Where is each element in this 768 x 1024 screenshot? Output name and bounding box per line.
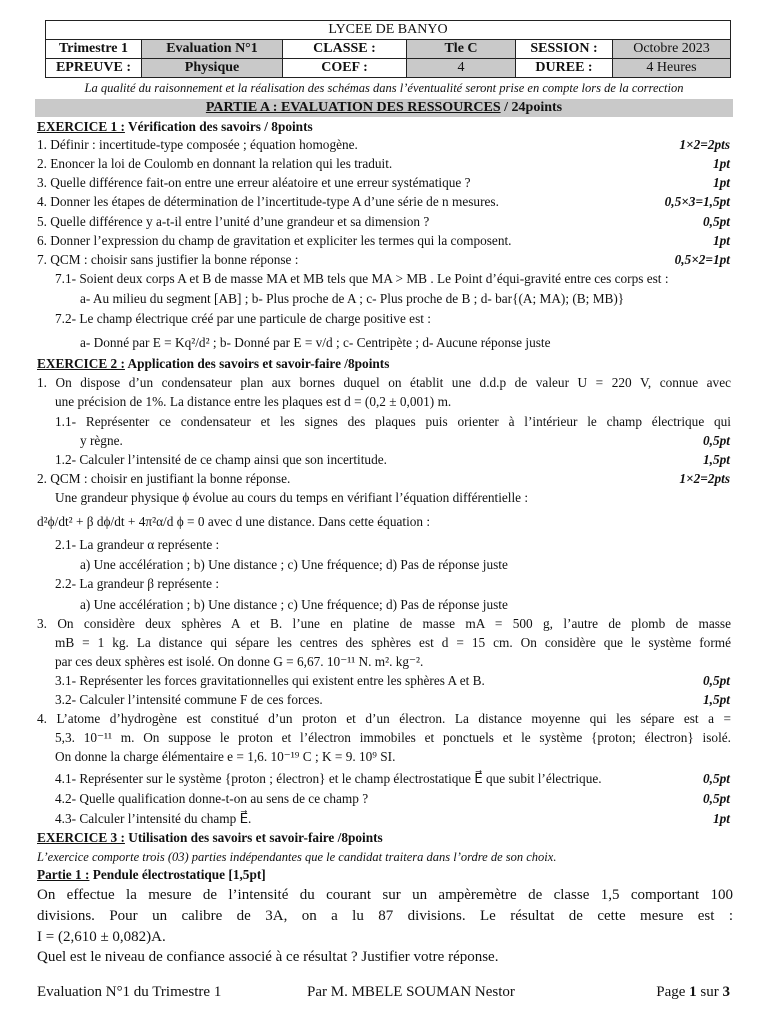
partie-1-text-1: On effectue la mesure de l’intensité du courant sur un ampèremètre de classe 1,5 comportant 100	[37, 887, 733, 903]
exercise-1-title	[37, 118, 313, 136]
question-7-1-options: a- Au milieu du segment [AB] ; b- Plus proche de A ; c- Plus proche de B ; d- bar{(A; MA); (B; MB)}	[80, 291, 625, 306]
question-4-cont2: On donne la charge élémentaire e = 1,6. 10⁻¹⁹ C ; K = 9. 10⁹ SI.	[55, 749, 396, 764]
question-4-3: 4.3- Calculer l’intensité du champ E⃗.	[55, 811, 252, 826]
partie-1-text-3: I = (2,610 ± 0,082)A.	[37, 929, 166, 945]
points: 0,5×3=1,5pt	[664, 194, 730, 209]
question-3: 3. On considère deux sphères A et B. l’une en platine de masse mA = 500 g, l’autre de plomb de masse	[37, 616, 731, 631]
points: 1pt	[713, 811, 730, 826]
exercise-1-label: EXERCICE 1 :	[37, 119, 125, 134]
exercise-3-subtitle: Utilisation des savoirs et savoir-faire /8points	[124, 830, 383, 845]
question: 3. Quelle différence fait-on entre une erreur aléatoire et une erreur systématique ?	[37, 175, 471, 190]
header-epreuve-label: EPREUVE :	[46, 59, 142, 78]
question-2-2-options: a) Une accélération ; b) Une distance ; c) Une fréquence; d) Pas de réponse juste	[80, 597, 508, 612]
footer-left: Evaluation N°1 du Trimestre 1	[37, 984, 222, 1000]
points: 0,5pt	[703, 771, 730, 786]
question-4-2: 4.2- Quelle qualification donne-t-on au sens de ce champ ?	[55, 791, 369, 806]
question: 1. Définir : incertitude-type composée ; équation homogène.	[37, 137, 358, 152]
partie-1-title	[37, 866, 266, 884]
school-name: LYCEE DE BANYO	[46, 21, 731, 40]
exercise-3-label: EXERCICE 3 :	[37, 830, 125, 845]
partie-1-question: Quel est le niveau de confiance associé à ce résultat ? Justifier votre réponse.	[37, 949, 499, 965]
partie-1-label: Partie 1 :	[37, 867, 90, 882]
question: 4. Donner les étapes de détermination de l’incertitude-type A d’une série de n mesures.	[37, 194, 499, 209]
question-3-2: 3.2- Calculer l’intensité commune F de ces forces.	[55, 692, 323, 707]
points: 0,5pt	[703, 673, 730, 688]
points: 0,5pt	[703, 791, 730, 806]
points: 1pt	[713, 156, 730, 171]
question-2-1-options: a) Une accélération ; b) Une distance ; c) Une fréquence; d) Pas de réponse juste	[80, 557, 508, 572]
question-2: 2. QCM : choisir en justifiant la bonne réponse.	[37, 471, 291, 486]
question-4: 4. L’atome d’hydrogène est constitué d’un proton et d’un électron. La distance moyenne qui les sépare est a =	[37, 711, 731, 726]
question-7-1: 7.1- Soient deux corps A et B de masse MA et MB tels que MA > MB . Le Point d’équi-gravité entre ces corps est :	[55, 271, 669, 286]
header-duree-label: DUREE :	[516, 59, 613, 78]
header-duree-value: 4 Heures	[613, 59, 731, 78]
question-2-2: 2.2- La grandeur β représente :	[55, 576, 220, 591]
points: 1×2=2pts	[679, 137, 730, 152]
header-epreuve-value: Physique	[142, 59, 283, 78]
question-3-cont2: par ces deux sphères est isolé. On donne G = 6,67. 10⁻¹¹ N. m². kg⁻².	[55, 654, 424, 669]
points: 1,5pt	[703, 692, 730, 707]
question-1: 1. On dispose d’un condensateur plan aux bornes duquel on établit une d.d.p de valeur U = 220 V, connue avec	[37, 375, 731, 390]
header-table	[45, 20, 731, 78]
differential-equation: d²ϕ/dt² + β dϕ/dt + 4π²α/d ϕ = 0 avec d une distance. Dans cette équation :	[37, 514, 431, 529]
footer-page-prefix: Page	[656, 984, 690, 1000]
question-7-2-options: a- Donné par E = Kq²/d² ; b- Donné par E = v/d ; c- Centripète ; d- Aucune réponse juste	[80, 335, 551, 350]
footer-page-total: 3	[722, 984, 730, 1000]
header-session-label: SESSION :	[516, 40, 613, 59]
question-2-intro: Une grandeur physique ϕ évolue au cours du temps en vérifiant l’équation différentielle :	[55, 490, 529, 505]
question-2-1: 2.1- La grandeur α représente :	[55, 537, 220, 552]
question-1-1-cont: y règne.	[80, 433, 123, 448]
question-3-1: 3.1- Représenter les forces gravitationnelles qui existent entre les sphères A et B.	[55, 673, 485, 688]
instructions-note: La qualité du raisonnement et la réalisation des schémas dans l’éventualité seront prise en compte lors de la correction	[84, 81, 684, 95]
question: 6. Donner l’expression du champ de gravitation et expliciter les termes qui la composent.	[37, 233, 512, 248]
points: 0,5×2=1pt	[674, 252, 730, 267]
question-1-1: 1.1- Représenter ce condensateur et les signes des plaques puis orienter à l’intérieur le champ électrique qui	[55, 414, 731, 429]
partie-1-text-2: divisions. Pour un calibre de 3A, on a lu 87 divisions. Le résultat de cette mesure est :	[37, 908, 733, 924]
footer-page-mid: sur	[696, 984, 723, 1000]
question: 5. Quelle différence y a-t-il entre l’unité d’une grandeur et sa dimension ?	[37, 214, 430, 229]
question: 2. Enoncer la loi de Coulomb en donnant la relation qui les traduit.	[37, 156, 393, 171]
exercise-3-intro: L’exercice comporte trois (03) parties indépendantes que le candidat traitera dans l’ordre de son choix.	[37, 850, 557, 864]
footer-page-number: 1	[689, 984, 697, 1000]
question: 7. QCM : choisir sans justifier la bonne réponse :	[37, 252, 299, 267]
header-session-value: Octobre 2023	[613, 40, 731, 59]
exercise-1-subtitle: Vérification des savoirs / 8points	[124, 119, 313, 134]
question-4-1: 4.1- Représenter sur le système {proton ; électron} et le champ électrostatique E⃗ que subit l’électrique.	[55, 771, 602, 786]
exercise-3-title	[37, 829, 383, 847]
question-3-cont: mB = 1 kg. La distance qui sépare les centres des sphères est d = 15 cm. On considère que le système formé	[55, 635, 731, 650]
question-1-cont: une précision de 1%. La distance entre les plaques est d = (0,2 ± 0,001) m.	[55, 394, 452, 409]
points: 0,5pt	[703, 433, 730, 448]
exercise-2-title	[37, 355, 389, 373]
header-classe-value: Tle C	[407, 40, 516, 59]
part-a-points: / 24points	[500, 100, 563, 115]
part-a-heading	[35, 99, 733, 117]
points: 1pt	[713, 233, 730, 248]
partie-1-subtitle: Pendule électrostatique [1,5pt]	[89, 867, 266, 882]
header-coef-label: COEF :	[283, 59, 407, 78]
points: 0,5pt	[703, 214, 730, 229]
question-4-cont: 5,3. 10⁻¹¹ m. On suppose le proton et l’électron immobiles et ponctuels et le système {proton; électron} isolé.	[55, 730, 731, 745]
exercise-2-label: EXERCICE 2 :	[37, 356, 125, 371]
header-evaluation: Evaluation N°1	[142, 40, 283, 59]
points: 1pt	[713, 175, 730, 190]
part-a-title: PARTIE A : EVALUATION DES RESSOURCES	[205, 100, 501, 115]
question-1-2: 1.2- Calculer l’intensité de ce champ ainsi que son incertitude.	[55, 452, 387, 467]
exercise-2-subtitle: Application des savoirs et savoir-faire /8points	[124, 356, 390, 371]
question-7-2: 7.2- Le champ électrique créé par une particule de charge positive est :	[55, 311, 431, 326]
footer-center: Par M. MBELE SOUMAN Nestor	[307, 984, 515, 1000]
points: 1×2=2pts	[679, 471, 730, 486]
header-classe-label: CLASSE :	[283, 40, 407, 59]
points: 1,5pt	[703, 452, 730, 467]
header-coef-value: 4	[407, 59, 516, 78]
footer-page	[656, 984, 730, 1001]
header-trimestre: Trimestre 1	[46, 40, 142, 59]
